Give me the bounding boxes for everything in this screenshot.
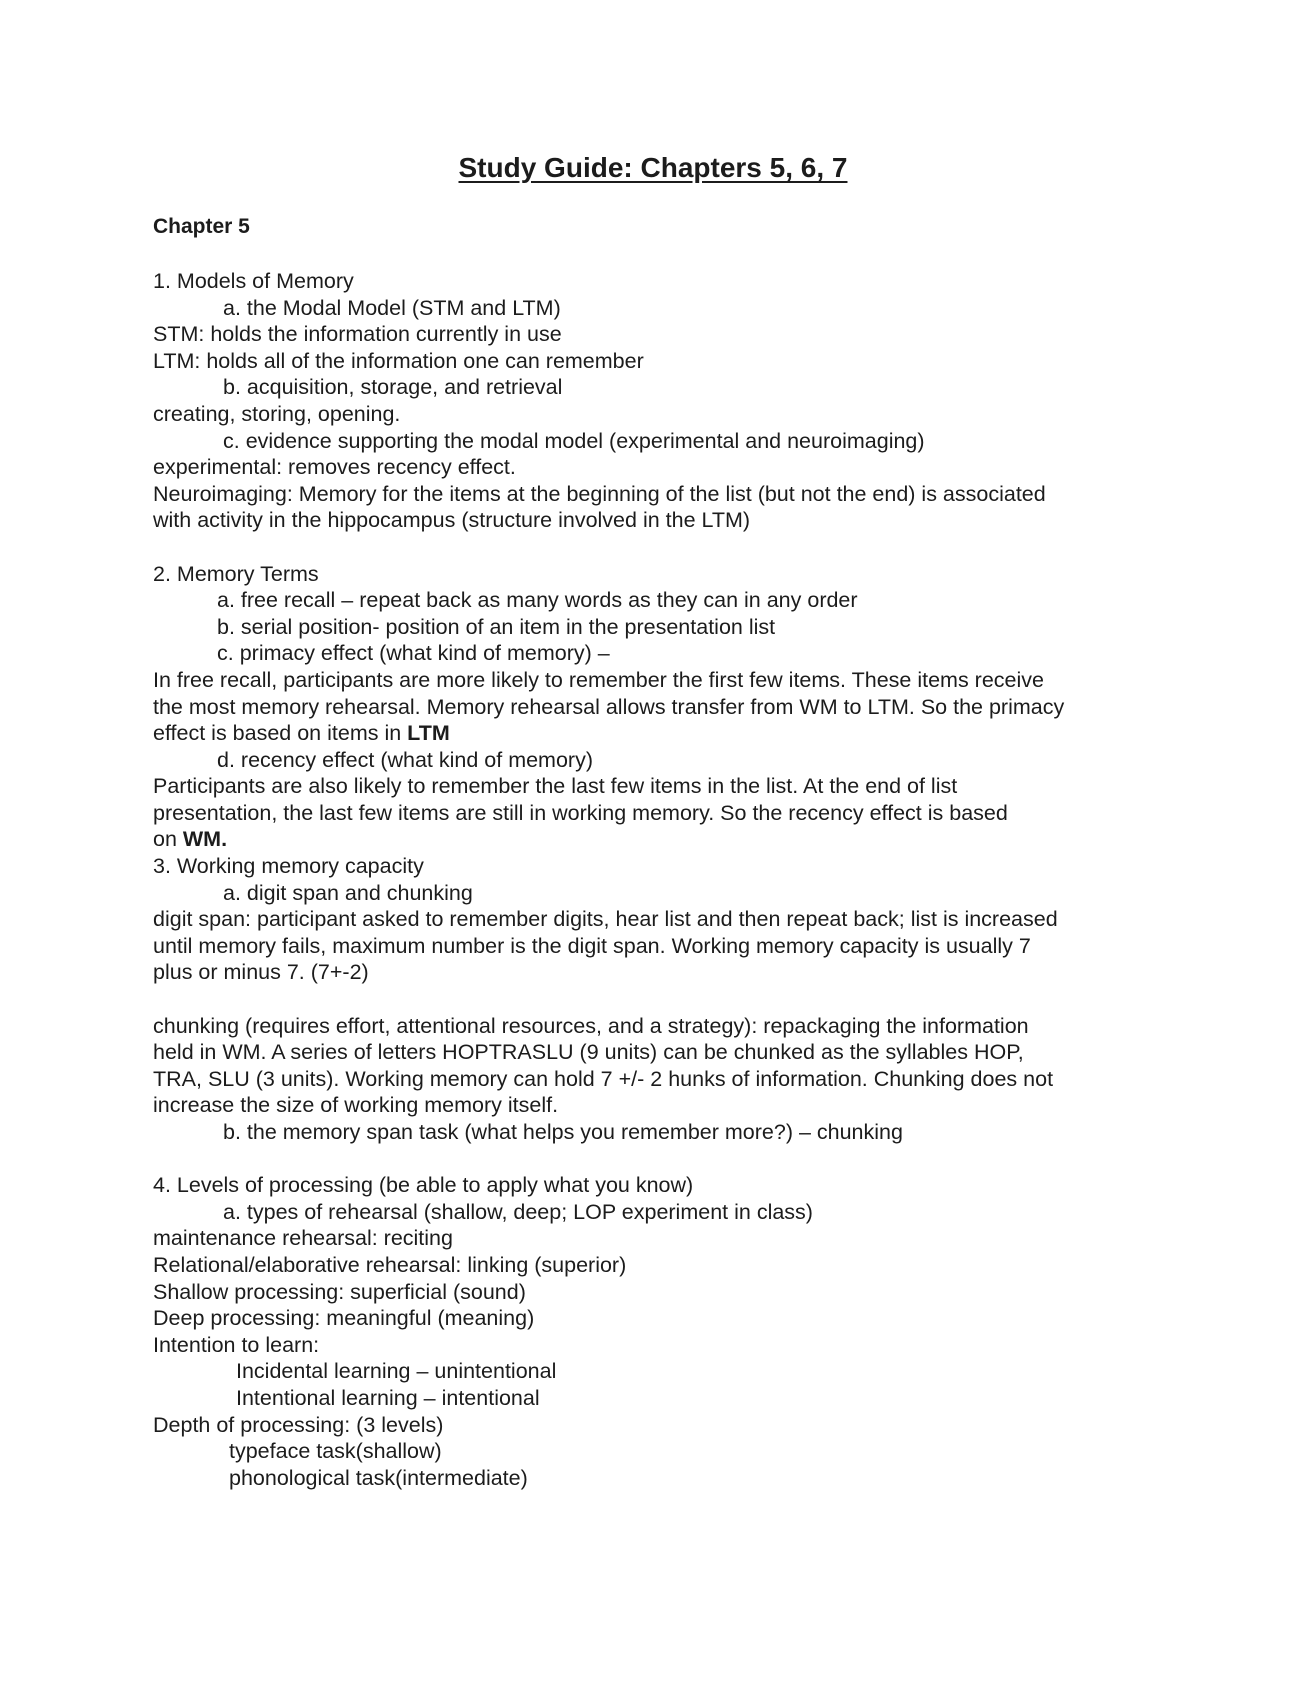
section-1-item-a: a. the Modal Model (STM and LTM) [223,295,561,320]
document-body [153,268,1163,1491]
section-2-item-d: d. recency effect (what kind of memory) [217,747,593,772]
section-3-chunk-note-3: TRA, SLU (3 units). Working memory can hold 7 +/- 2 hunks of information. Chunking does not [153,1066,1054,1091]
section-1-neuro-note-2: with activity in the hippocampus (structure involved in the LTM) [153,508,751,533]
section-2-item-c: c. primacy effect (what kind of memory) – [217,641,610,666]
section-4-deep-note: Deep processing: meaningful (meaning) [153,1306,535,1331]
section-3-digit-note-3: plus or minus 7. (7+-2) [153,960,369,985]
section-1-heading: 1. Models of Memory [153,269,354,293]
section-2-recency-note-1: Participants are also likely to remember the last few items in the list. At the end of list [153,774,958,799]
section-4-item-a: a. types of rehearsal (shallow, deep; LOP experiment in class) [223,1199,813,1224]
section-2-heading: 2. Memory Terms [153,561,319,586]
section-1-stm-note: STM: holds the information currently in use [153,322,562,347]
primacy-note-text: effect is based on items in [153,721,408,746]
spacer [153,534,1163,561]
section-2-item-b: b. serial position- position of an item in the presentation list [217,614,776,639]
section-4-depth-note: Depth of processing: (3 levels) [153,1412,444,1437]
section-4-intentional-note: Intentional learning – intentional [236,1385,540,1410]
section-3-chunk-note-2: held in WM. A series of letters HOPTRASLU (9 units) can be chunked as the syllables HOP, [153,1040,1024,1065]
section-1-ltm-note: LTM: holds all of the information one can remember [153,348,644,373]
spacer [153,986,1163,1013]
section-3-item-b: b. the memory span task (what helps you remember more?) – chunking [223,1120,903,1144]
section-4-incidental-note: Incidental learning – unintentional [236,1359,557,1384]
page-title: Study Guide: Chapters 5, 6, 7 [458,152,848,183]
section-2-item-a: a. free recall – repeat back as many words as they can in any order [217,588,858,613]
section-3-digit-note-2: until memory fails, maximum number is the digit span. Working memory capacity is usually 7 [153,933,1031,958]
section-2-primacy-note-1: In free recall, participants are more likely to remember the first few items. These items receive [153,667,1044,692]
section-4-typeface-note: typeface task(shallow) [229,1439,442,1464]
section-1-item-b: b. acquisition, storage, and retrieval [223,375,563,400]
section-2-recency-note-2: presentation, the last few items are still in working memory. So the recency effect is based [153,800,1008,825]
primacy-note-emphasis: LTM [407,721,450,746]
section-4-phonological-note: phonological task(intermediate) [229,1465,528,1490]
section-3-digit-note-1: digit span: participant asked to remember digits, hear list and then repeat back; list is increased [153,907,1058,932]
section-1-item-c: c. evidence supporting the modal model (experimental and neuroimaging) [223,428,925,453]
section-4-relational-note: Relational/elaborative rehearsal: linking (superior) [153,1252,627,1277]
section-3-chunk-note-4: increase the size of working memory itself. [153,1093,559,1118]
section-2-recency-note-3 [153,826,1163,853]
spacer [153,1146,1163,1173]
section-3-heading: 3. Working memory capacity [153,854,424,879]
section-1-b-note: creating, storing, opening. [153,401,401,426]
recency-note-emphasis: WM. [182,827,228,852]
chapter-heading: Chapter 5 [153,215,250,238]
section-2-primacy-note-3 [153,720,1163,747]
section-2-primacy-note-2: the most memory rehearsal. Memory rehearsal allows transfer from WM to LTM. So the primacy [153,694,1065,719]
section-4-shallow-note: Shallow processing: superficial (sound) [153,1279,526,1304]
recency-note-text: on [153,827,183,852]
section-1-experimental-note: experimental: removes recency effect. [153,455,516,480]
section-3-chunk-note-1: chunking (requires effort, attentional resources, and a strategy): repackaging the information [153,1013,1029,1038]
section-4-intention-note: Intention to learn: [153,1332,320,1357]
section-3-item-a: a. digit span and chunking [223,880,473,905]
section-4-heading: 4. Levels of processing (be able to apply what you know) [153,1173,694,1198]
section-4-maintenance-note: maintenance rehearsal: reciting [153,1226,453,1251]
section-1-neuro-note-1: Neuroimaging: Memory for the items at the beginning of the list (but not the end) is associated [153,481,1046,506]
